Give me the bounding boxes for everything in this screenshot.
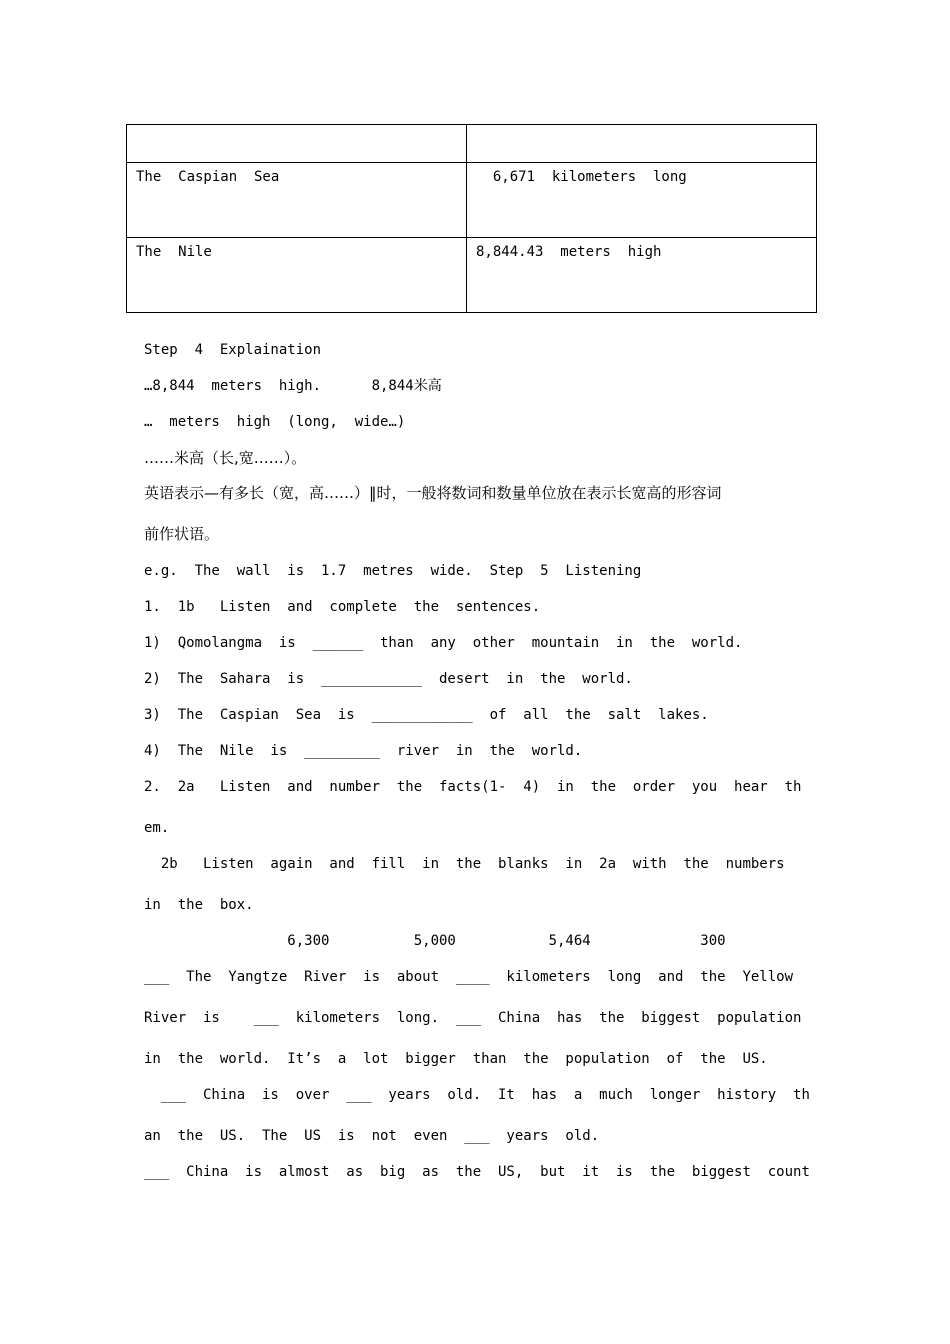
number-box: 6,300 5,000 5,464 300 <box>144 933 726 949</box>
exercise-item: 3) The Caspian Sea is ____________ of all the salt lakes. <box>144 707 709 723</box>
exercise-1b-title: 1. 1b Listen and complete the sentences. <box>144 599 541 615</box>
table-row <box>127 238 817 313</box>
pattern-translation: ……米高（长,宽……）。 <box>144 449 307 467</box>
table-cell <box>467 125 817 163</box>
table-cell: 8,844.43 meters high <box>467 238 817 313</box>
exercise-2a-title-cont: em. <box>144 820 170 836</box>
table-row <box>127 163 817 238</box>
step4-heading: Step 4 Explaination <box>144 342 322 358</box>
grammar-note: 英语表示—有多长（宽，高……）‖时，一般将数词和数量单位放在表示长宽高的形容词 <box>144 484 722 502</box>
exercise-item: 4) The Nile is _________ river in the world. <box>144 743 583 759</box>
fact-text: ___ China is over ___ years old. It has a much longer history th <box>144 1087 810 1103</box>
exercise-item: 1) Qomolangma is ______ than any other mountain in the world. <box>144 635 743 651</box>
comparison-table <box>126 124 817 313</box>
fact-text: ___ China is almost as big as the US, but it is the biggest count <box>144 1164 810 1180</box>
table-cell: The Caspian Sea <box>127 163 467 238</box>
exercise-2b-title-cont: in the box. <box>144 897 254 913</box>
exercise-2b-title: 2b Listen again and fill in the blanks in 2a with the numbers <box>144 856 785 872</box>
table-cell <box>127 125 467 163</box>
exercise-2a-title: 2. 2a Listen and number the facts(1- 4) in the order you hear th <box>144 779 802 795</box>
table-row <box>127 125 817 163</box>
fact-text: ___ The Yangtze River is about ____ kilometers long and the Yellow <box>144 969 794 985</box>
table-cell: The Nile <box>127 238 467 313</box>
example-phrase: …8,844 meters high. 8,844米高 <box>144 378 442 394</box>
fact-text: an the US. The US is not even ___ years old. <box>144 1128 600 1144</box>
pattern-phrase: … meters high (long, wide…) <box>144 414 406 430</box>
grammar-note-cont: 前作状语。 <box>144 525 220 543</box>
fact-text: in the world. It’s a lot bigger than the population of the US. <box>144 1051 768 1067</box>
table-cell: 6,671 kilometers long <box>467 163 817 238</box>
fact-text: River is ___ kilometers long. ___ China has the biggest population <box>144 1010 802 1026</box>
exercise-item: 2) The Sahara is ____________ desert in the world. <box>144 671 633 687</box>
example-sentence: e.g. The wall is 1.7 metres wide. Step 5 Listening <box>144 563 642 579</box>
